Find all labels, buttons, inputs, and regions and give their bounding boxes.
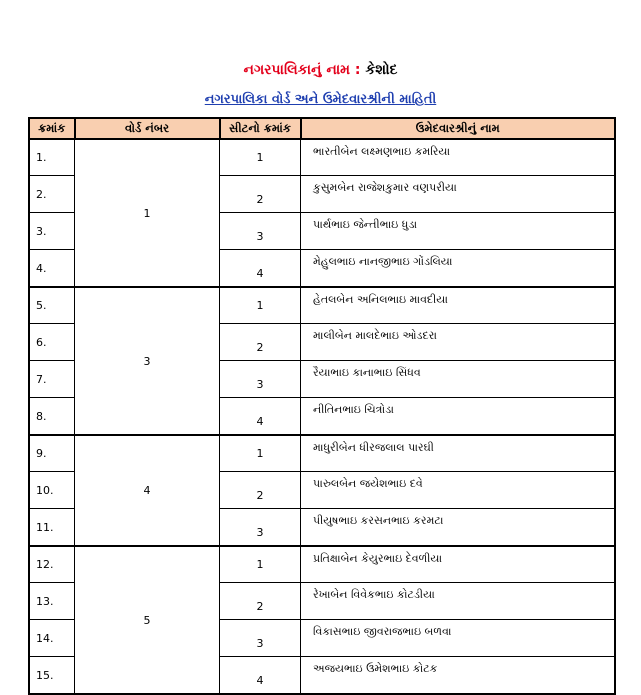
serial-cell: 14.	[29, 620, 75, 657]
serial-cell: 2.	[29, 176, 75, 213]
candidate-name-cell: પીયુષભાઇ કરસનભાઇ કરમટા	[301, 509, 616, 547]
candidate-name-cell: પ્રતિક્ષાબેન કેયુરભાઇ દેવળીયા	[301, 546, 616, 583]
candidate-name-cell: ભારતીબેન લક્ષ્મણભાઇ કમરિયા	[301, 139, 616, 176]
candidate-name-cell: હેતલબેન અનિલભાઇ માવદીયા	[301, 287, 616, 324]
candidate-name-cell: માધુરીબેન ધીરજલાલ પારઘી	[301, 435, 616, 472]
table-row	[29, 546, 615, 583]
candidate-name-cell: મેહુલભાઇ નાનજીભાઇ ગોંડલિયા	[301, 250, 616, 288]
seat-number-cell: 1	[220, 139, 301, 176]
municipality-label: નગરપાલિકાનું નામ :	[243, 62, 361, 78]
seat-number-cell: 3	[220, 361, 301, 398]
municipality-name: કેશોદ	[365, 62, 398, 78]
table-row	[29, 139, 615, 176]
candidate-name-cell: વિકાસભાઇ જીવરાજભાઇ બળવા	[301, 620, 616, 657]
serial-cell: 12.	[29, 546, 75, 583]
seat-number-cell: 2	[220, 472, 301, 509]
candidate-name-cell: પારુલબેન જયેશભાઇ દવે	[301, 472, 616, 509]
col-header-seat: સીટનો ક્રમાંક	[220, 118, 301, 139]
serial-cell: 1.	[29, 139, 75, 176]
serial-cell: 15.	[29, 657, 75, 695]
seat-number-cell: 1	[220, 287, 301, 324]
seat-number-cell: 1	[220, 435, 301, 472]
seat-number-cell: 3	[220, 213, 301, 250]
candidate-name-cell: કુસુમબેન રાજેશકુમાર વણપરીયા	[301, 176, 616, 213]
seat-number-cell: 3	[220, 620, 301, 657]
seat-number-cell: 4	[220, 398, 301, 436]
table-row	[29, 435, 615, 472]
seat-number-cell: 2	[220, 324, 301, 361]
table-header-row	[29, 118, 615, 139]
serial-cell: 4.	[29, 250, 75, 288]
serial-cell: 8.	[29, 398, 75, 436]
candidate-name-cell: રેખાબેન વિવેકભાઇ કોટડીયા	[301, 583, 616, 620]
candidates-table	[28, 117, 616, 695]
candidate-name-cell: નીતિનભાઇ ચિત્રોડા	[301, 398, 616, 436]
table-body	[29, 139, 615, 694]
page-title	[0, 62, 641, 78]
ward-number-cell: 4	[75, 435, 220, 546]
serial-cell: 3.	[29, 213, 75, 250]
serial-cell: 7.	[29, 361, 75, 398]
serial-cell: 11.	[29, 509, 75, 547]
page-subtitle: નગરપાલિકા વોર્ડ અને ઉમેદવારશ્રીની માહિતી	[204, 92, 437, 107]
ward-number-cell: 5	[75, 546, 220, 694]
serial-cell: 10.	[29, 472, 75, 509]
candidate-name-cell: રૈયાભાઇ કાનાભાઇ સિંધવ	[301, 361, 616, 398]
col-header-serial: ક્રમાંક	[29, 118, 75, 139]
col-header-ward: વોર્ડ નંબર	[75, 118, 220, 139]
seat-number-cell: 4	[220, 250, 301, 288]
serial-cell: 5.	[29, 287, 75, 324]
col-header-candidate: ઉમેદવારશ્રીનું નામ	[301, 118, 616, 139]
seat-number-cell: 1	[220, 546, 301, 583]
serial-cell: 9.	[29, 435, 75, 472]
serial-cell: 13.	[29, 583, 75, 620]
seat-number-cell: 4	[220, 657, 301, 695]
ward-number-cell: 1	[75, 139, 220, 287]
seat-number-cell: 2	[220, 583, 301, 620]
candidate-name-cell: માલીબેન માલદેભાઇ ઓડદરા	[301, 324, 616, 361]
serial-cell: 6.	[29, 324, 75, 361]
ward-number-cell: 3	[75, 287, 220, 435]
candidate-name-cell: પાર્થભાઇ જેન્તીભાઇ ધુડા	[301, 213, 616, 250]
table-row	[29, 287, 615, 324]
candidate-name-cell: અજયભાઇ ઉમેશભાઇ કોટક	[301, 657, 616, 695]
seat-number-cell: 2	[220, 176, 301, 213]
seat-number-cell: 3	[220, 509, 301, 547]
